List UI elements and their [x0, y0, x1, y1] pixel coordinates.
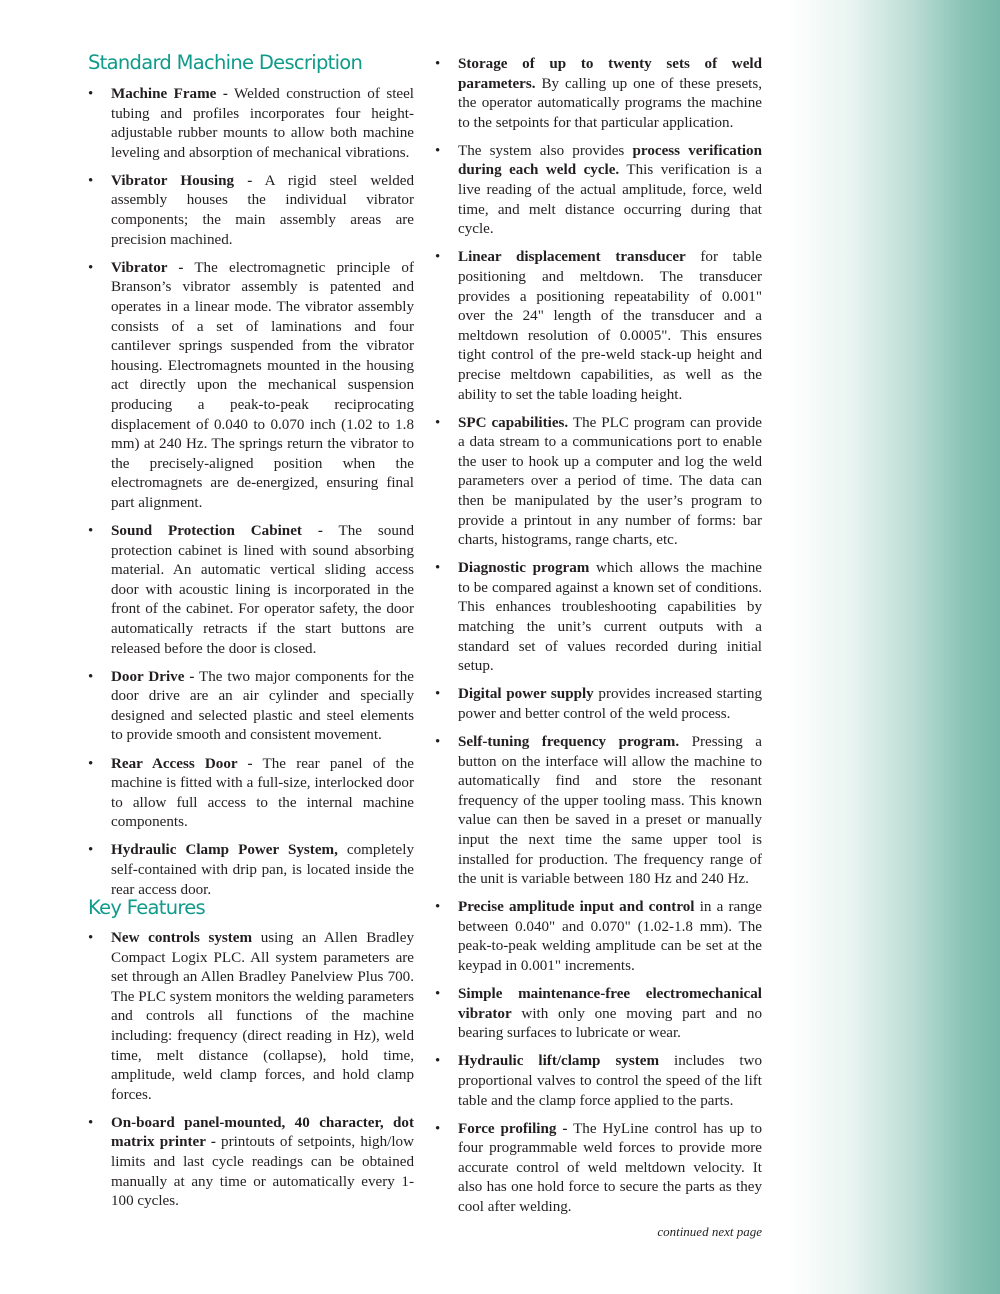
item-title: Force profiling -	[458, 1120, 568, 1137]
item-title: Precise amplitude input and control	[458, 899, 695, 916]
list-item	[435, 142, 762, 240]
bullet-icon: •	[88, 930, 94, 946]
item-text: The rear panel of the machine is fitted with a full-size, interlocked door to allow full access to the internal machine components.	[111, 755, 414, 831]
item-text: for table positioning and meltdown. The transducer provides a positioning repeatability of 0.001" over the 24" length of the transducer and a meltdown resolution of 0.0005". This ensures tight control of the pre-weld stack-up height and precise meltdown capabilities, as well as the ability to set the table loading height.	[458, 249, 762, 403]
item-title: Vibrator Housing -	[111, 172, 253, 189]
item-title: Self-tuning frequency program.	[458, 734, 680, 750]
item-title: New controls system	[111, 930, 253, 946]
item-text: The PLC program can provide a data stream to a communications port to enable the user to hook up a computer and log the weld parameters over a period of time. The data can then be manipulated by the user’s program to provide a printout in any number of forms: bar charts, histograms, range charts, etc.	[458, 414, 762, 549]
list-item	[88, 259, 414, 514]
list-item	[435, 248, 762, 405]
list-item	[435, 55, 762, 133]
item-text: The HyLine control has up to four programmable weld forces to provide more accurate control of weld meltdown velocity. It also has one hold force to secure the parts as they cool after welding.	[458, 1120, 762, 1216]
item-text: which allows the machine to be compared against a known set of conditions. This enhances troubleshooting capabilities by matching the unit’s current outputs with a standard set of values recorded during initial setup.	[458, 560, 762, 675]
list-item	[435, 733, 762, 890]
item-text: The two major components for the door drive are an air cylinder and specially designed and selected plastic and steel elements to provide smooth and consistent movement.	[111, 668, 414, 744]
bullet-icon: •	[435, 56, 441, 72]
item-text: The electromagnetic principle of Branson’s vibrator assembly is patented and operates in a linear mode. The vibrator assembly consists of a set of laminations and four cantilever springs suspended from the vibrator housing. Electromagnets mounted in the housing act directly upon the mechanical suspension producing a peak-to-peak reciprocating displacement of 0.040 to 0.070 inch (1.02 to 1.8 mm) at 240 Hz. The springs return the vibrator to the precisely-aligned position when the electromagnets are de-energized, ensuring final part alignment.	[111, 259, 414, 511]
item-title: Door Drive -	[111, 668, 195, 685]
list-item	[435, 414, 762, 551]
item-lead-text: The system also provides	[458, 142, 633, 159]
bullet-icon: •	[88, 259, 94, 276]
bullet-icon: •	[88, 755, 94, 772]
bullet-icon: •	[435, 686, 441, 703]
list-item	[435, 1052, 762, 1111]
item-text: This verification is a live reading of the actual amplitude, force, weld time, and melt distance occurring during that cycle.	[458, 162, 762, 238]
item-title: Simple maintenance-free electromechanical vibrator	[458, 986, 762, 1022]
bullet-icon: •	[88, 172, 94, 189]
item-text: provides increased starting power and better control of the weld process.	[458, 686, 763, 722]
bullet-icon: •	[88, 522, 94, 539]
list-item	[435, 1120, 762, 1218]
item-title: Hydraulic Clamp Power System,	[111, 842, 338, 859]
item-title: Hydraulic lift/clamp system	[458, 1053, 660, 1070]
item-title: Diagnostic program	[458, 560, 590, 577]
bullet-icon: •	[88, 842, 94, 859]
item-text: in a range between 0.040" and 0.070" (1.02-1.8 mm). The peak-to-peak welding amplitude can be set at the keypad in 0.001" increments.	[458, 899, 762, 975]
item-title: Rear Access Door -	[111, 755, 253, 772]
bullet-icon: •	[435, 734, 441, 750]
item-text: using an Allen Bradley Compact Logix PLC. All system parameters are set through an Allen Bradley Panelview Plus 700. The PLC system monitors the welding parameters and controls all functions of the machine including: frequency (direct reading in Hz), weld time, melt distance (collapse), hold time, amplitude, weld clamp forces, and hold clamp forces.	[111, 930, 414, 1103]
list-item	[88, 522, 414, 659]
list-item	[435, 559, 762, 677]
item-text: Pressing a button on the interface will allow the machine to automatically find and store the resonant frequency of the upper tooling mass. This known value can then be saved in a preset or manually input the next time the same upper tool is installed for production. The frequency range of the unit is variable between 180 Hz and 240 Hz.	[458, 734, 762, 888]
bullet-icon: •	[435, 1120, 441, 1137]
bullet-icon: •	[88, 86, 94, 102]
bullet-icon: •	[88, 668, 94, 685]
item-text: includes two proportional valves to control the speed of the lift table and the clamp force applied to the parts.	[458, 1053, 762, 1109]
list-item	[88, 1114, 414, 1212]
list-item	[88, 172, 414, 250]
item-text: completely self-contained with drip pan, is located inside the rear access door.	[111, 842, 414, 898]
item-title: Vibrator -	[111, 259, 184, 276]
item-text: printouts of setpoints, high/low limits and last cycle readings can be obtained manually at any time or automatically every 1-100 cycles.	[111, 1134, 414, 1210]
list-item	[88, 85, 414, 163]
bullet-icon: •	[435, 142, 441, 159]
section-heading-key-features: Key Features	[88, 896, 205, 919]
item-title: Storage of up to twenty sets of weld parameters.	[458, 56, 762, 92]
list-item	[435, 985, 762, 1044]
item-title: SPC capabilities.	[458, 414, 569, 431]
item-text: A rigid steel welded assembly houses the individual vibrator components; the main assembly areas are precision machined.	[111, 172, 414, 248]
item-title: Linear displacement transducer	[458, 249, 686, 266]
bullet-icon: •	[435, 986, 441, 1003]
decorative-side-band	[788, 0, 1000, 1294]
item-title: On-board panel-mounted, 40 character, dot matrix printer -	[111, 1114, 414, 1151]
list-item	[88, 668, 414, 746]
bullet-icon: •	[435, 414, 441, 431]
bullet-icon: •	[435, 560, 441, 577]
list-item	[88, 841, 414, 900]
list-item	[435, 898, 762, 976]
item-title: Sound Protection Cabinet -	[111, 522, 323, 539]
item-text: The sound protection cabinet is lined with sound absorbing material. An automatic vertical sliding access door with acoustic lining is incorporated in the front of the cabinet. For operator safety, the door automatically retracts if the start buttons are released before the door is closed.	[111, 522, 414, 657]
list-item	[435, 685, 762, 724]
item-title: Machine Frame -	[111, 86, 228, 102]
bullet-icon: •	[88, 1114, 94, 1131]
section-heading-standard-machine: Standard Machine Description	[88, 51, 363, 74]
key-features-list-continued	[435, 55, 762, 1226]
key-features-list	[88, 929, 414, 1220]
item-text: By calling up one of these presets, the operator automatically programs the machine to the setpoints for that particular application.	[458, 75, 762, 131]
item-text: with only one moving part and no bearing surfaces to lubricate or wear.	[458, 1005, 762, 1042]
bullet-icon: •	[435, 249, 441, 266]
continued-next-page: continued next page	[657, 1224, 762, 1239]
list-item	[88, 929, 414, 1105]
bullet-icon: •	[435, 1053, 441, 1070]
item-title: Digital power supply	[458, 686, 594, 703]
item-text: Welded construction of steel tubing and profiles incorporates four height-adjustable rubber mounts to allow both machine leveling and absorption of mechanical vibrations.	[111, 86, 414, 161]
bullet-icon: •	[435, 899, 441, 916]
standard-machine-list	[88, 85, 414, 909]
item-title: process verification during each weld cycle.	[458, 142, 762, 179]
list-item	[88, 755, 414, 833]
